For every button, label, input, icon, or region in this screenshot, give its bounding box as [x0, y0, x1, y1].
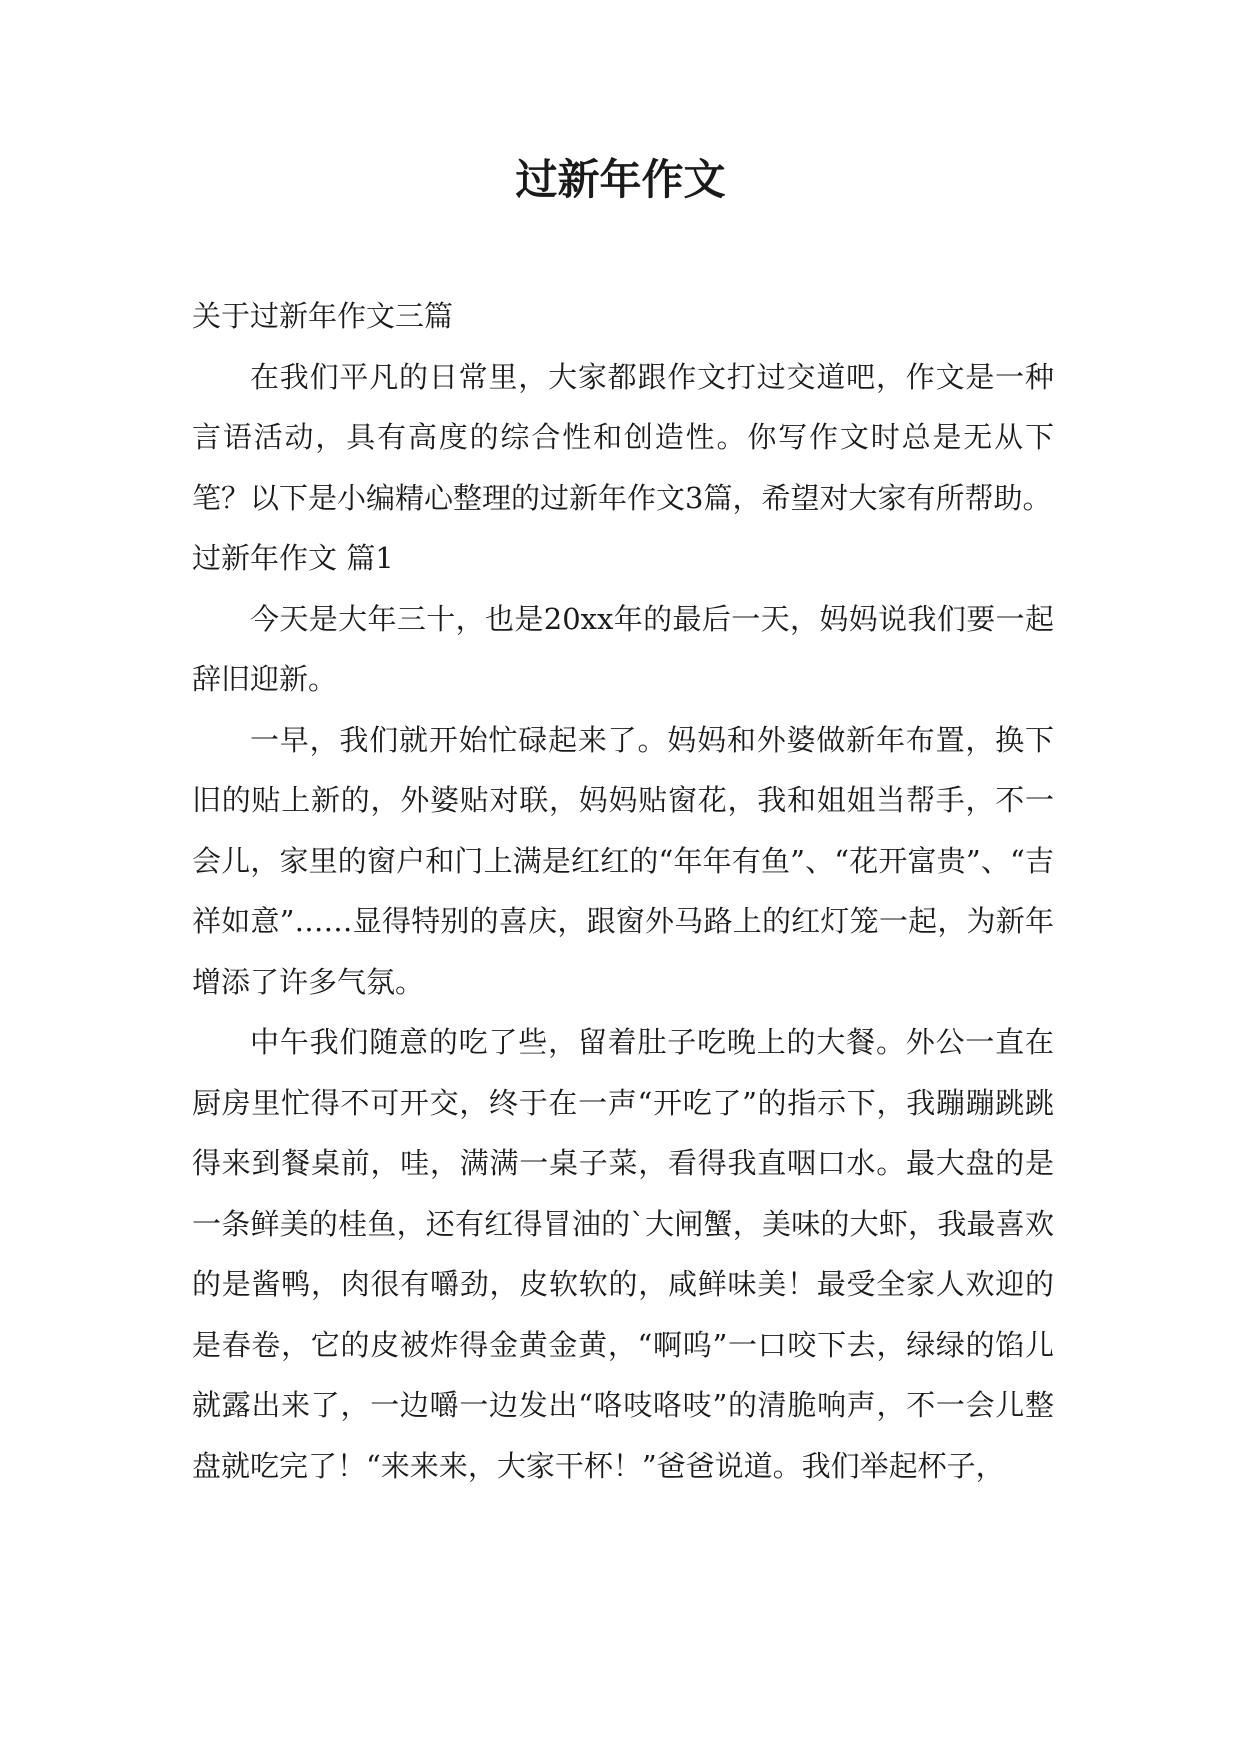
body-paragraph: 中午我们随意的吃了些，留着肚子吃晚上的大餐。外公一直在厨房里忙得不可开交，终于在一声“开吃了”的指示下，我蹦蹦跳跳得来到餐桌前，哇，满满一桌子菜，看得我直咽口水。最大盘的是一条鲜美的桂鱼，还有红得冒油的`大闸蟹，美味的大虾，我最喜欢的是酱鸭，肉很有嚼劲，皮软软的，咸鲜味美！最受全家人欢迎的是春卷，它的皮被炸得金黄金黄，“啊呜”一口咬下去，绿绿的馅儿就露出来了，一边嚼一边发出“咯吱咯吱”的清脆响声，不一会儿整盘就吃完了！“来来来，大家干杯！”爸爸说道。我们举起杯子， [192, 1025, 1054, 1483]
intro-paragraph: 在我们平凡的日常里，大家都跟作文打过交道吧，作文是一种言语活动，具有高度的综合性和创造性。你写作文时总是无从下笔？以下是小编精心整理的过新年作文3篇，希望对大家有所帮助。 [192, 359, 1054, 515]
body-paragraph: 一早，我们就开始忙碌起来了。妈妈和外婆做新年布置，换下旧的贴上新的，外婆贴对联，妈妈贴窗花，我和姐姐当帮手，不一会儿，家里的窗户和门上满是红红的“年年有鱼”、“花开富贵”、“吉祥如意”……显得特别的喜庆，跟窗外马路上的红灯笼一起，为新年增添了许多气氛。 [192, 722, 1054, 999]
body-paragraph: 今天是大年三十，也是20xx年的最后一天，妈妈说我们要一起辞旧迎新。 [192, 601, 1054, 696]
document-title: 过新年作文 [515, 155, 726, 204]
section-heading: 过新年作文 篇1 [192, 541, 394, 575]
intro-heading: 关于过新年作文三篇 [192, 299, 454, 333]
document-body [192, 286, 1054, 1496]
